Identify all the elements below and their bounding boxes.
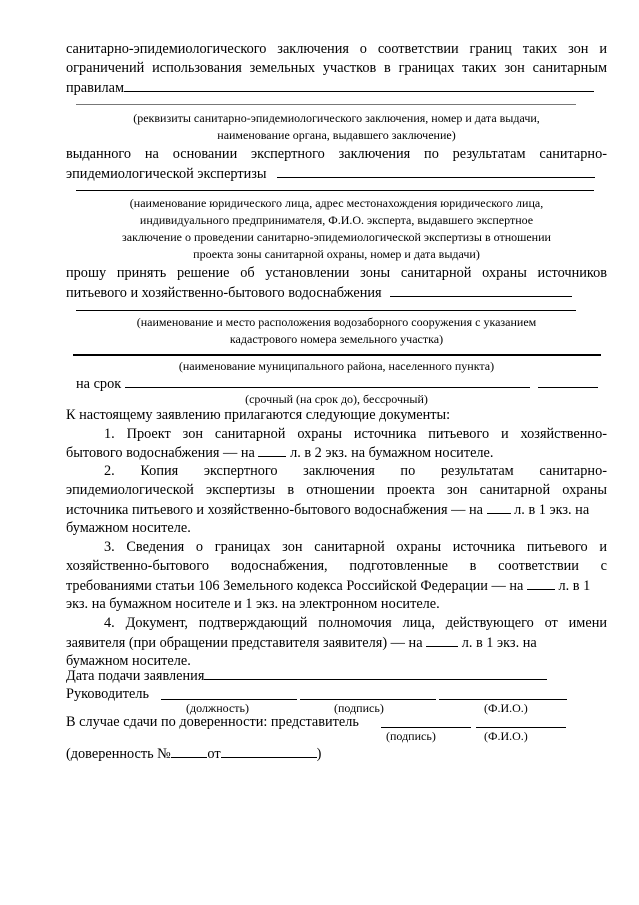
term-blank-2[interactable] bbox=[538, 374, 598, 388]
caption-3-line-2: кадастрового номера земельного участка) bbox=[229, 332, 444, 346]
item-3-line-2: хозяйственно-бытового водоснабжения, подготовленные в соответствии с bbox=[66, 558, 607, 574]
item-3-line-3-text-b: л. в 1 bbox=[558, 578, 591, 594]
item-4-line-2 bbox=[66, 633, 607, 653]
item-1-line-2-text-b: л. в 2 экз. на бумажном носителе. bbox=[290, 445, 494, 461]
item-3-line-3 bbox=[66, 576, 607, 596]
item-2-line-3-text-b: л. в 1 экз. на bbox=[514, 502, 590, 518]
paragraph-1-line-1: санитарно-эпидемиологического заключения о соответствии границ таких зон и bbox=[66, 41, 607, 57]
item-3-line-1: 3. Сведения о границах зон санитарной охраны источника питьевого и bbox=[104, 539, 607, 555]
divider-rule-3 bbox=[76, 310, 576, 311]
item-4-line-1: 4. Документ, подтверждающий полномочия лица, действующего от имени bbox=[104, 615, 607, 631]
paragraph-3-line-2 bbox=[66, 283, 607, 303]
item-1-line-2-text-a: бытового водоснабжения — на bbox=[66, 445, 255, 461]
paragraph-1-line-3 bbox=[66, 78, 607, 98]
paragraph-1-line-2: ограничений использования земельных участков в границах таких зон санитарным bbox=[66, 60, 607, 76]
item-1-sheets-blank[interactable] bbox=[258, 443, 286, 457]
item-2-sheets-blank[interactable] bbox=[487, 500, 511, 514]
caption-4: (наименование муниципального района, населенного пункта) bbox=[178, 359, 495, 373]
proxy-label: В случае сдачи по доверенности: представитель bbox=[66, 714, 359, 730]
divider-rule-1 bbox=[76, 104, 576, 105]
item-2-line-4: бумажном носителе. bbox=[66, 520, 191, 536]
item-4-sheets-blank[interactable] bbox=[426, 633, 458, 647]
caption-2-line-3: заключение о проведении санитарно-эпидемиологической экспертизы в отношении bbox=[122, 230, 551, 244]
item-3-line-4: экз. на бумажном носителе и 1 экз. на электронном носителе. bbox=[66, 596, 440, 612]
water-supply-blank[interactable] bbox=[390, 283, 572, 297]
head-position-caption: (должность) bbox=[186, 701, 249, 715]
power-of-attorney-line bbox=[66, 744, 607, 764]
item-4-line-3: бумажном носителе. bbox=[66, 653, 191, 669]
proxy-signature-caption: (подпись) bbox=[386, 729, 436, 743]
paragraph-2-line-2-text: эпидемиологической экспертизы bbox=[66, 166, 267, 182]
item-1-line-1: 1. Проект зон санитарной охраны источника питьевого и хозяйственно- bbox=[104, 426, 607, 442]
poa-date-blank[interactable] bbox=[221, 744, 317, 758]
poa-suffix: ) bbox=[316, 746, 322, 762]
term-label: на срок bbox=[76, 376, 122, 392]
submission-date-blank[interactable] bbox=[204, 666, 547, 680]
item-3-line-3-text-a: требованиями статьи 106 Земельного кодекса Российской Федерации — на bbox=[66, 578, 524, 594]
expertise-blank[interactable] bbox=[277, 164, 595, 178]
poa-prefix: (доверенность № bbox=[66, 746, 171, 762]
municipality-blank[interactable] bbox=[73, 354, 601, 356]
item-2-line-3-text-a: источника питьевого и хозяйственно-бытового водоснабжения — на bbox=[66, 502, 483, 518]
caption-2-line-2: индивидуального предпринимателя, Ф.И.О. эксперта, выдавшего экспертное bbox=[139, 213, 534, 227]
caption-2-line-1: (наименование юридического лица, адрес местонахождения юридического лица, bbox=[129, 196, 544, 210]
caption-1-line-1: (реквизиты санитарно-эпидемиологического заключения, номер и дата выдачи, bbox=[133, 111, 540, 125]
item-3-sheets-blank[interactable] bbox=[527, 576, 555, 590]
head-signature-caption: (подпись) bbox=[334, 701, 384, 715]
item-1-line-2 bbox=[66, 443, 607, 463]
caption-2-line-4: проекта зоны санитарной охраны, номер и дата выдачи) bbox=[193, 247, 480, 261]
poa-from: от bbox=[207, 746, 221, 762]
head-fio-caption: (Ф.И.О.) bbox=[484, 701, 528, 715]
item-4-line-2-text-a: заявителя (при обращении представителя заявителя) — на bbox=[66, 635, 423, 651]
submission-date-line bbox=[66, 666, 607, 686]
caption-1-line-2: наименование органа, выдавшего заключение) bbox=[217, 128, 456, 142]
item-4-line-2-text-b: л. в 1 экз. на bbox=[461, 635, 537, 651]
paragraph-2-line-1: выданного на основании экспертного заключения по результатам санитарно- bbox=[66, 146, 607, 162]
head-label: Руководитель bbox=[66, 686, 150, 702]
poa-number-blank[interactable] bbox=[171, 744, 207, 758]
item-2-line-3 bbox=[66, 500, 607, 520]
paragraph-1-line-3-text: правилам bbox=[66, 80, 125, 96]
item-2-line-1: 2. Копия экспертного заключения по результатам санитарно- bbox=[104, 463, 607, 479]
paragraph-3-line-1: прошу принять решение об установлении зоны санитарной охраны источников bbox=[66, 265, 607, 281]
divider-rule-2 bbox=[76, 190, 594, 191]
submission-date-label: Дата подачи заявления bbox=[66, 668, 205, 684]
term-blank[interactable] bbox=[125, 374, 530, 388]
caption-3-line-1: (наименование и место расположения водозаборного сооружения с указанием bbox=[136, 315, 537, 329]
proxy-fio-caption: (Ф.И.О.) bbox=[484, 729, 528, 743]
sanitary-conclusion-blank[interactable] bbox=[124, 78, 594, 92]
caption-5: (срочный (на срок до), бессрочный) bbox=[245, 392, 428, 406]
item-2-line-2: эпидемиологической экспертизы в отношении проекта зон санитарной охраны bbox=[66, 482, 607, 498]
attachments-intro: К настоящему заявлению прилагаются следующие документы: bbox=[66, 407, 451, 423]
paragraph-2-line-2 bbox=[66, 164, 607, 184]
paragraph-3-line-2-text: питьевого и хозяйственно-бытового водоснабжения bbox=[66, 285, 382, 301]
